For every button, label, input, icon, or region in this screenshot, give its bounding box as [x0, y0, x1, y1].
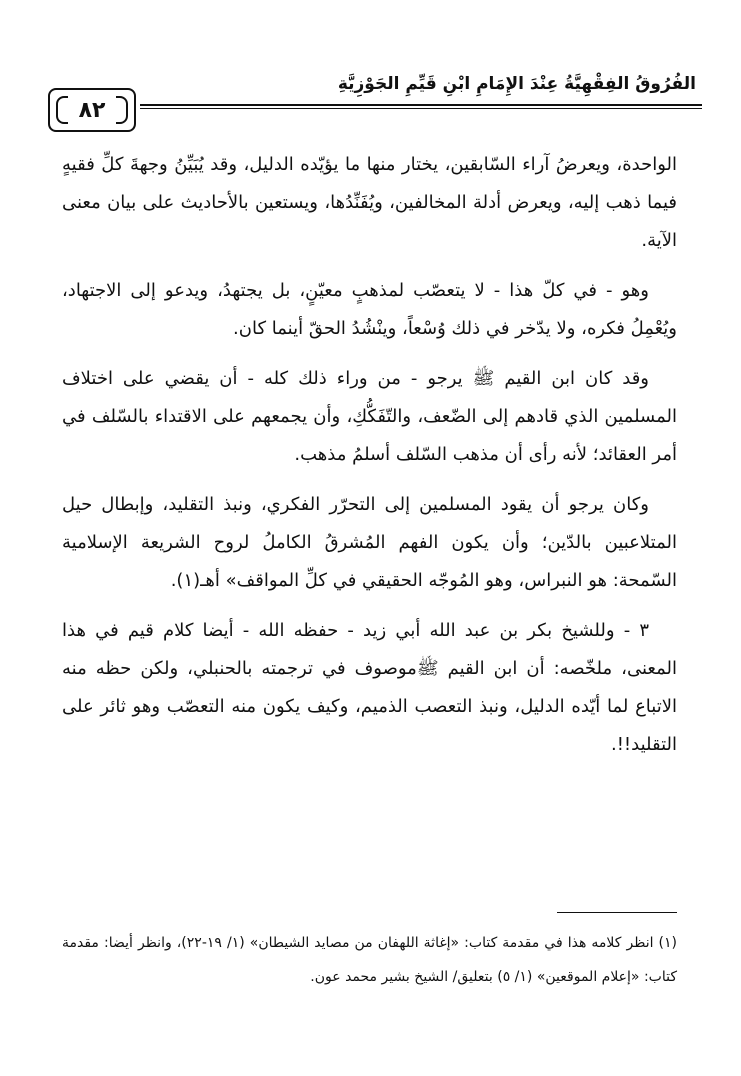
paragraph: وهو - في كلّ هذا - لا يتعصّب لمذهبٍ معيّنٍ، بل يجتهدُ، ويدعو إلى الاجتهاد، ويُعْمِلُ فكره، ولا يدّخر في ذلك وُسْعاً، وينْشُدُ الحقّ أينما كان.: [62, 280, 677, 339]
page-number: ٨٢: [48, 88, 136, 132]
main-text: [62, 146, 677, 776]
paragraph: وقد كان ابن القيم ﷺ يرجو - من وراء ذلك كله - أن يقضي على اختلاف المسلمين الذي قادهم إلى الضّعف، والتّفَكُّكِ، وأن يجمعهم على الاقتداء بالسّلف في أمر العقائد؛ لأنه رأى أن مذهب السّلف أسلمُ مذهب.: [62, 368, 677, 465]
paragraph: وكان يرجو أن يقود المسلمين إلى التحرّر الفكري، ونبذ التقليد، وإبطال حيل المتلاعبين بالدّين؛ وأن يكون الفهم المُشرقُ الكاملُ لروح الشريعة الإسلامية السّمحة: هو النبراس، وهو المُوجّه الحقيقي في كلِّ المواقف» أهـ(١).: [62, 494, 677, 591]
running-header: [40, 60, 702, 130]
header-rule-thin: [140, 108, 702, 109]
footnotes: [62, 926, 677, 994]
footnote-separator: [557, 912, 677, 913]
footnote: (١) انظر كلامه هذا في مقدمة كتاب: «إغاثة اللهفان من مصايد الشيطان» (١/ ١٩-٢٢)، وانظر أيضا: مقدمة كتاب: «إعلام الموقعين» (١/ ٥) بتعليق/ الشيخ بشير محمد عون.: [62, 935, 677, 985]
header-rule: [140, 104, 702, 106]
book-title: الفُرُوقُ الفِقْهِيَّةُ عِنْدَ الإِمَامِ ابْنِ قَيِّمِ الجَوْزِيَّةِ: [337, 74, 696, 94]
paragraph: الواحدة، ويعرضُ آراء السّابقين، يختار منها ما يؤيّده الدليل، وقد يُبَيِّنُ وجهةَ كلِّ فقيهٍ فيما ذهب إليه، ويعرض أدلة المخالفين، ويُفَنِّدُها، ويستعين بالأحاديث على بيان معنى الآية.: [62, 154, 677, 251]
paragraph-numbered: ٣ - وللشيخ بكر بن عبد الله أبي زيد - حفظه الله - أيضا كلام قيم في هذا المعنى، ملخّصه: أن ابن القيم ﷺموصوف في ترجمته بالحنبلي، ولكن حظه منه الاتباع لما أيّده الدليل، ونبذ التعصب الذميم، وكيف يكون منه التعصّب وهو ثائر على التقليد!!.: [62, 620, 677, 755]
